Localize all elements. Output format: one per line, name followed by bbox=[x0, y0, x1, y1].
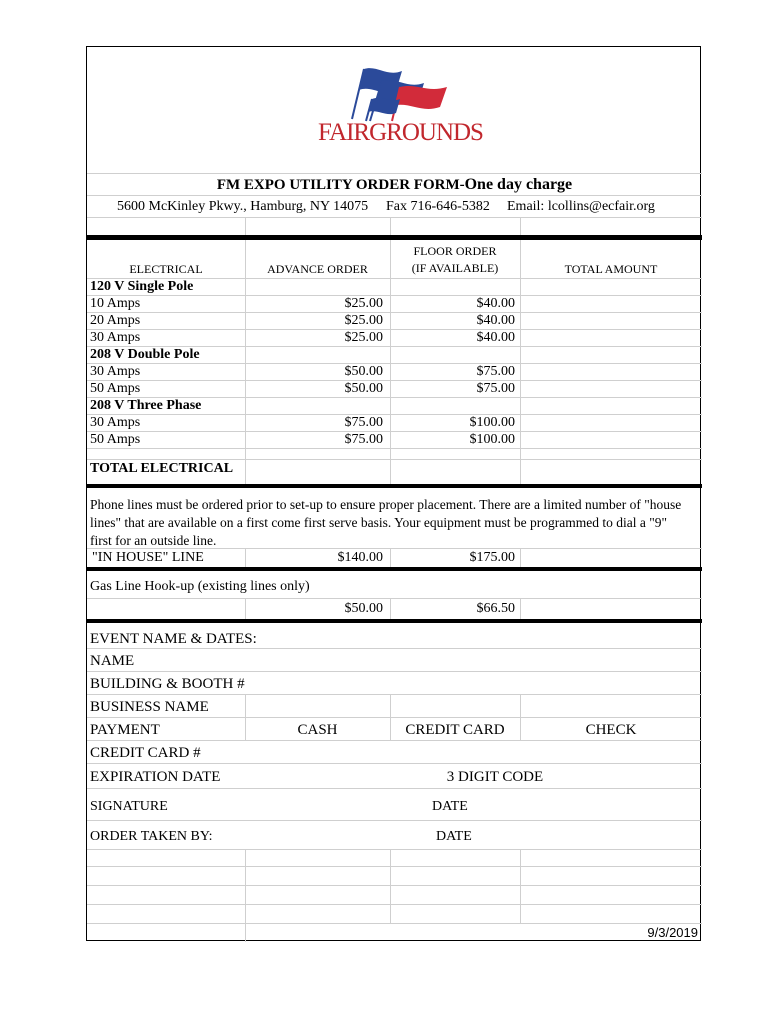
heading-120v: 120 V Single Pole bbox=[90, 279, 194, 294]
floor-price: $40.00 bbox=[476, 313, 515, 328]
digit-code-label: 3 DIGIT CODE bbox=[446, 769, 544, 785]
advance-price: $25.00 bbox=[344, 296, 383, 311]
digit-code-field[interactable] bbox=[607, 764, 702, 788]
advance-price: $75.00 bbox=[344, 415, 383, 430]
order-form bbox=[86, 46, 701, 941]
cash-option[interactable]: CASH bbox=[297, 722, 338, 738]
business-name-field[interactable] bbox=[246, 695, 702, 717]
floor-price: $40.00 bbox=[476, 330, 515, 345]
heading-208v-three: 208 V Three Phase bbox=[90, 398, 202, 413]
col-floor-available: (IF AVAILABLE) bbox=[411, 261, 499, 275]
email-text: Email: lcollins@ecfair.org bbox=[507, 199, 655, 214]
row-label: 50 Amps bbox=[90, 432, 141, 447]
credit-card-number-field[interactable] bbox=[197, 741, 702, 763]
floor-price: $100.00 bbox=[469, 432, 515, 447]
order-taken-by-label: ORDER TAKEN BY: bbox=[90, 829, 213, 844]
logo-wordmark: FAIRGROUNDS bbox=[318, 119, 483, 146]
row-label: 30 Amps bbox=[90, 364, 141, 379]
row-label: 10 Amps bbox=[90, 296, 141, 311]
name-label: NAME bbox=[90, 653, 135, 669]
in-house-floor-price: $175.00 bbox=[469, 550, 515, 565]
advance-price: $50.00 bbox=[344, 364, 383, 379]
building-booth-label: BUILDING & BOOTH # bbox=[90, 676, 245, 692]
signature-date-field[interactable] bbox=[477, 791, 702, 819]
order-date-field[interactable] bbox=[482, 821, 702, 849]
col-total-amount: TOTAL AMOUNT bbox=[564, 262, 658, 276]
col-electrical: ELECTRICAL bbox=[129, 262, 203, 276]
address-text: 5600 McKinley Pkwy., Hamburg, NY 14075 bbox=[117, 199, 369, 214]
gas-advance-price: $50.00 bbox=[344, 601, 383, 616]
in-house-line-label: "IN HOUSE" LINE bbox=[92, 550, 204, 565]
phone-note-line2: lines" that are available on a first come first serve basis. Your equipment must be programmed to dial a "9" bbox=[90, 515, 668, 530]
gas-floor-price: $66.50 bbox=[476, 601, 515, 616]
row-label: 30 Amps bbox=[90, 330, 141, 345]
payment-label: PAYMENT bbox=[90, 722, 160, 738]
in-house-advance-price: $140.00 bbox=[337, 550, 383, 565]
floor-price: $75.00 bbox=[476, 381, 515, 396]
col-floor-order: FLOOR ORDER bbox=[413, 244, 497, 258]
total-electrical-field[interactable] bbox=[246, 460, 390, 483]
total-electrical-label: TOTAL ELECTRICAL bbox=[90, 461, 234, 476]
row-label: 20 Amps bbox=[90, 313, 141, 328]
floor-price: $100.00 bbox=[469, 415, 515, 430]
advance-price: $25.00 bbox=[344, 313, 383, 328]
floor-price: $75.00 bbox=[476, 364, 515, 379]
order-date-label: DATE bbox=[436, 829, 472, 844]
signature-date-label: DATE bbox=[432, 799, 468, 814]
advance-price: $75.00 bbox=[344, 432, 383, 447]
credit-card-option[interactable]: CREDIT CARD bbox=[405, 722, 505, 738]
order-taken-by-field[interactable] bbox=[217, 821, 427, 849]
name-field[interactable] bbox=[167, 649, 702, 671]
phone-note-line3: first for an outside line. bbox=[90, 533, 217, 548]
gas-line-label: Gas Line Hook-up (existing lines only) bbox=[90, 579, 310, 594]
expiration-date-label: EXPIRATION DATE bbox=[90, 769, 221, 785]
floor-price: $40.00 bbox=[476, 296, 515, 311]
form-title: FM EXPO UTILITY ORDER FORM-One day charge bbox=[216, 176, 573, 193]
check-option[interactable]: CHECK bbox=[585, 722, 637, 738]
fax-text: Fax 716-646-5382 bbox=[386, 199, 490, 214]
signature-label: SIGNATURE bbox=[90, 799, 168, 814]
business-name-label: BUSINESS NAME bbox=[90, 699, 209, 715]
heading-208v-double: 208 V Double Pole bbox=[90, 347, 200, 362]
footer-date: 9/3/2019 bbox=[647, 925, 698, 940]
phone-note-line1: Phone lines must be ordered prior to set-up to ensure proper placement. There are a limited number of "house bbox=[90, 497, 682, 512]
building-booth-field[interactable] bbox=[252, 672, 702, 694]
credit-card-number-label: CREDIT CARD # bbox=[90, 745, 201, 761]
fairgrounds-logo bbox=[312, 63, 482, 153]
row-label: 30 Amps bbox=[90, 415, 141, 430]
col-advance-order: ADVANCE ORDER bbox=[267, 262, 368, 276]
advance-price: $50.00 bbox=[344, 381, 383, 396]
row-label: 50 Amps bbox=[90, 381, 141, 396]
advance-price: $25.00 bbox=[344, 330, 383, 345]
expiration-date-field[interactable] bbox=[246, 764, 390, 788]
signature-field[interactable] bbox=[177, 791, 427, 819]
event-name-dates-label: EVENT NAME & DATES: bbox=[90, 631, 257, 647]
